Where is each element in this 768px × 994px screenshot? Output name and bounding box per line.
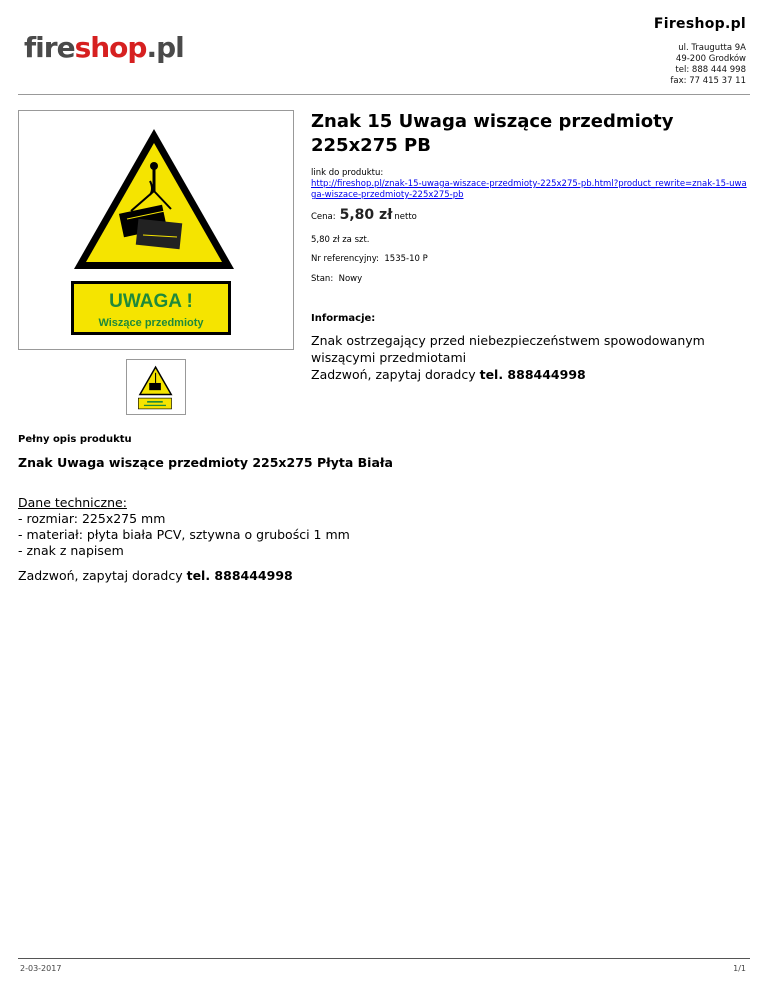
ref-label: Nr referencyjny:: [311, 254, 379, 264]
thumbnail-sign-illustration: [127, 360, 185, 414]
address-city: 49-200 Grodków: [675, 54, 746, 64]
description-call-phone: tel. 888444998: [186, 568, 293, 583]
description-call-text: Zadzwoń, zapytaj doradcy: [18, 568, 183, 583]
address-phone: tel: 888 444 998: [675, 65, 746, 75]
shop-address: [670, 43, 746, 87]
footer-page-number: 1/1: [733, 964, 746, 973]
tech-line: - rozmiar: 225x275 mm: [18, 511, 166, 526]
condition-label: Stan:: [311, 274, 334, 284]
brand-name: Fireshop.pl: [653, 16, 746, 32]
tech-line: - materiał: płyta biała PCV, sztywna o grubości 1 mm: [18, 527, 350, 542]
tech-line: - znak z napisem: [18, 543, 124, 558]
warning-sign-illustration: [19, 111, 293, 349]
technical-data: [18, 495, 350, 559]
address-street: ul. Traugutta 9A: [678, 43, 746, 53]
product-title: Znak 15 Uwaga wiszące przedmioty 225x275 PB: [311, 111, 674, 156]
unit-price: 5,80 zł za szt.: [311, 235, 370, 245]
full-description-heading: Pełny opis produktu: [18, 434, 132, 445]
product-thumbnail[interactable]: [126, 359, 186, 415]
info-text: [311, 332, 751, 383]
product-image[interactable]: [18, 110, 294, 350]
sign-warning-sub: Wiszące przedmioty: [98, 317, 204, 329]
ref-value: 1535-10 P: [384, 254, 428, 264]
sign-warning-word: UWAGA !: [109, 291, 193, 312]
info-description: Znak ostrzegający przed niebezpieczeństwem spowodowanym wiszącymi przedmiotami: [311, 333, 705, 365]
logo-part-pl: .pl: [146, 31, 184, 64]
tech-heading: Dane techniczne:: [18, 495, 127, 510]
full-description-title: Znak Uwaga wiszące przedmioty 225x275 Płyta Biała: [18, 455, 393, 470]
info-call-text: Zadzwoń, zapytaj doradcy: [311, 367, 476, 382]
fireshop-logo[interactable]: [24, 31, 184, 64]
address-fax: fax: 77 415 37 11: [670, 76, 746, 86]
logo-part-shop: shop: [74, 31, 147, 64]
footer-date: 2-03-2017: [20, 964, 62, 973]
condition: [311, 274, 362, 285]
product-link[interactable]: http://fireshop.pl/znak-15-uwaga-wiszace-przedmioty-225x275-pb.html?product_rewrite=znak-15-uwaga-wiszace-przedmioty-225x275-pb: [311, 179, 747, 200]
info-call-phone: tel. 888444998: [479, 367, 586, 382]
price-row: [311, 207, 417, 223]
info-heading: Informacje:: [311, 313, 376, 324]
condition-value: Nowy: [338, 274, 363, 284]
price-value: 5,80 zł: [339, 207, 393, 223]
info-call: [311, 366, 751, 383]
reference-number: [311, 254, 428, 265]
price-label: Cena:: [311, 212, 336, 222]
footer-divider: [18, 958, 750, 959]
price-suffix: netto: [394, 212, 417, 222]
logo-part-fire: fire: [24, 31, 75, 64]
product-link-label: link do produktu:: [311, 168, 384, 178]
header-divider: [18, 94, 750, 95]
description-call: [18, 568, 293, 583]
